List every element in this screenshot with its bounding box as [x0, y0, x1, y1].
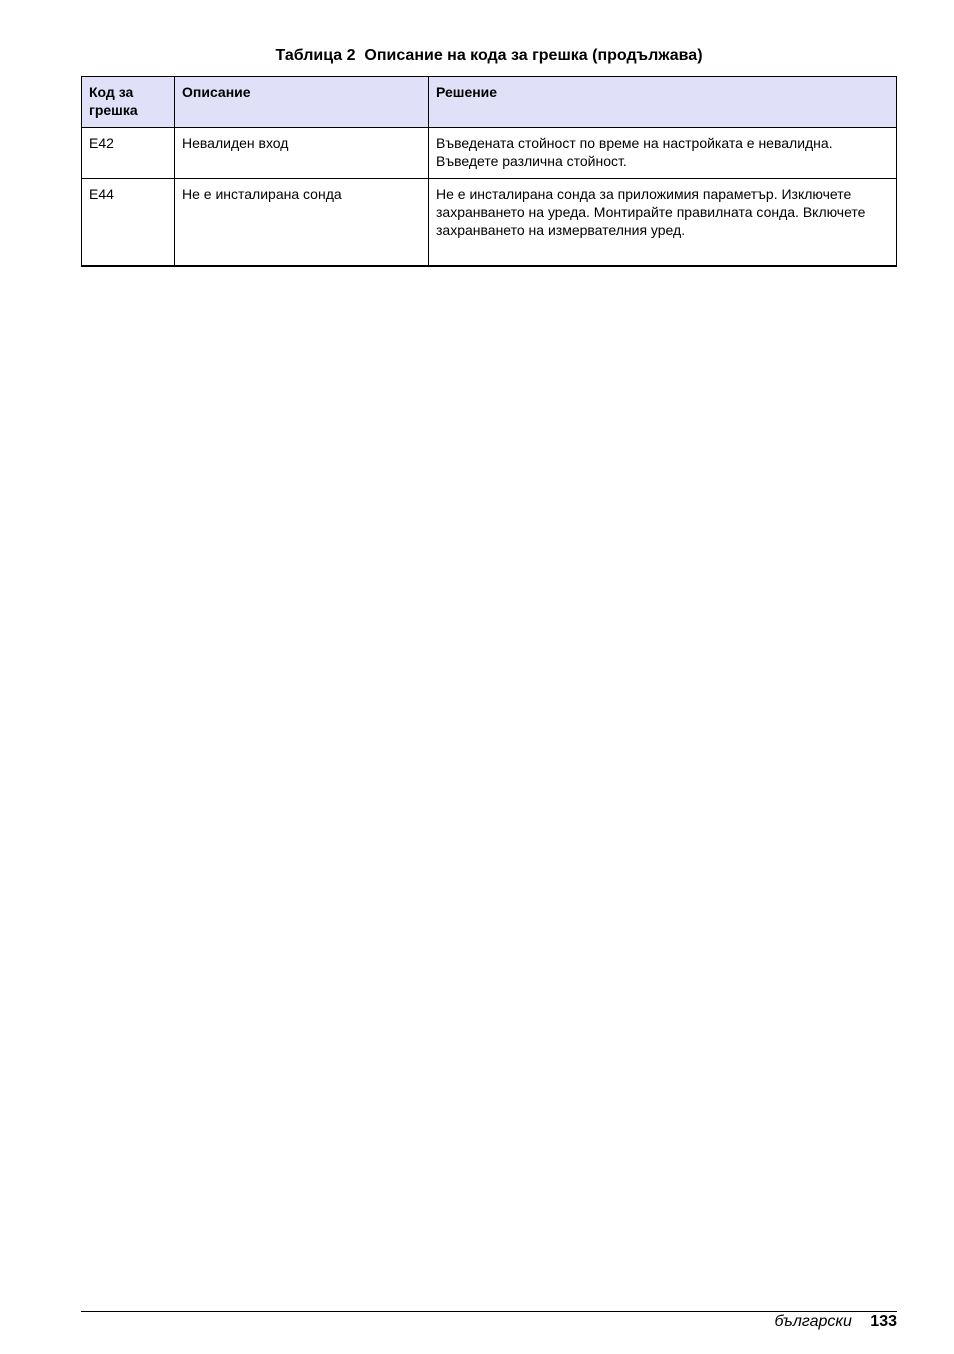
error-code-table [81, 76, 897, 267]
cell-code: E42 [82, 128, 175, 179]
header-code: Код за грешка [82, 77, 175, 128]
header-description: Описание [175, 77, 429, 128]
table-header-row [82, 77, 897, 128]
cell-solution: Въведената стойност по време на настройката е невалидна. Въведете различна стойност. [429, 128, 897, 179]
cell-description: Невалиден вход [175, 128, 429, 179]
cell-description: Не е инсталирана сонда [175, 179, 429, 267]
table-row [82, 128, 897, 179]
cell-code: E44 [82, 179, 175, 267]
page-footer [774, 1312, 897, 1332]
table-title: Таблица 2 Описание на кода за грешка (продължава) [275, 47, 703, 64]
page-number: 133 [870, 1313, 897, 1330]
cell-solution: Не е инсталирана сонда за приложимия параметър. Изключете захранването на уреда. Монтирайте правилната сонда. Включете захранването на измервателния уред. [429, 179, 897, 267]
table-row [82, 179, 897, 267]
header-solution: Решение [429, 77, 897, 128]
footer-language: български [774, 1313, 852, 1330]
